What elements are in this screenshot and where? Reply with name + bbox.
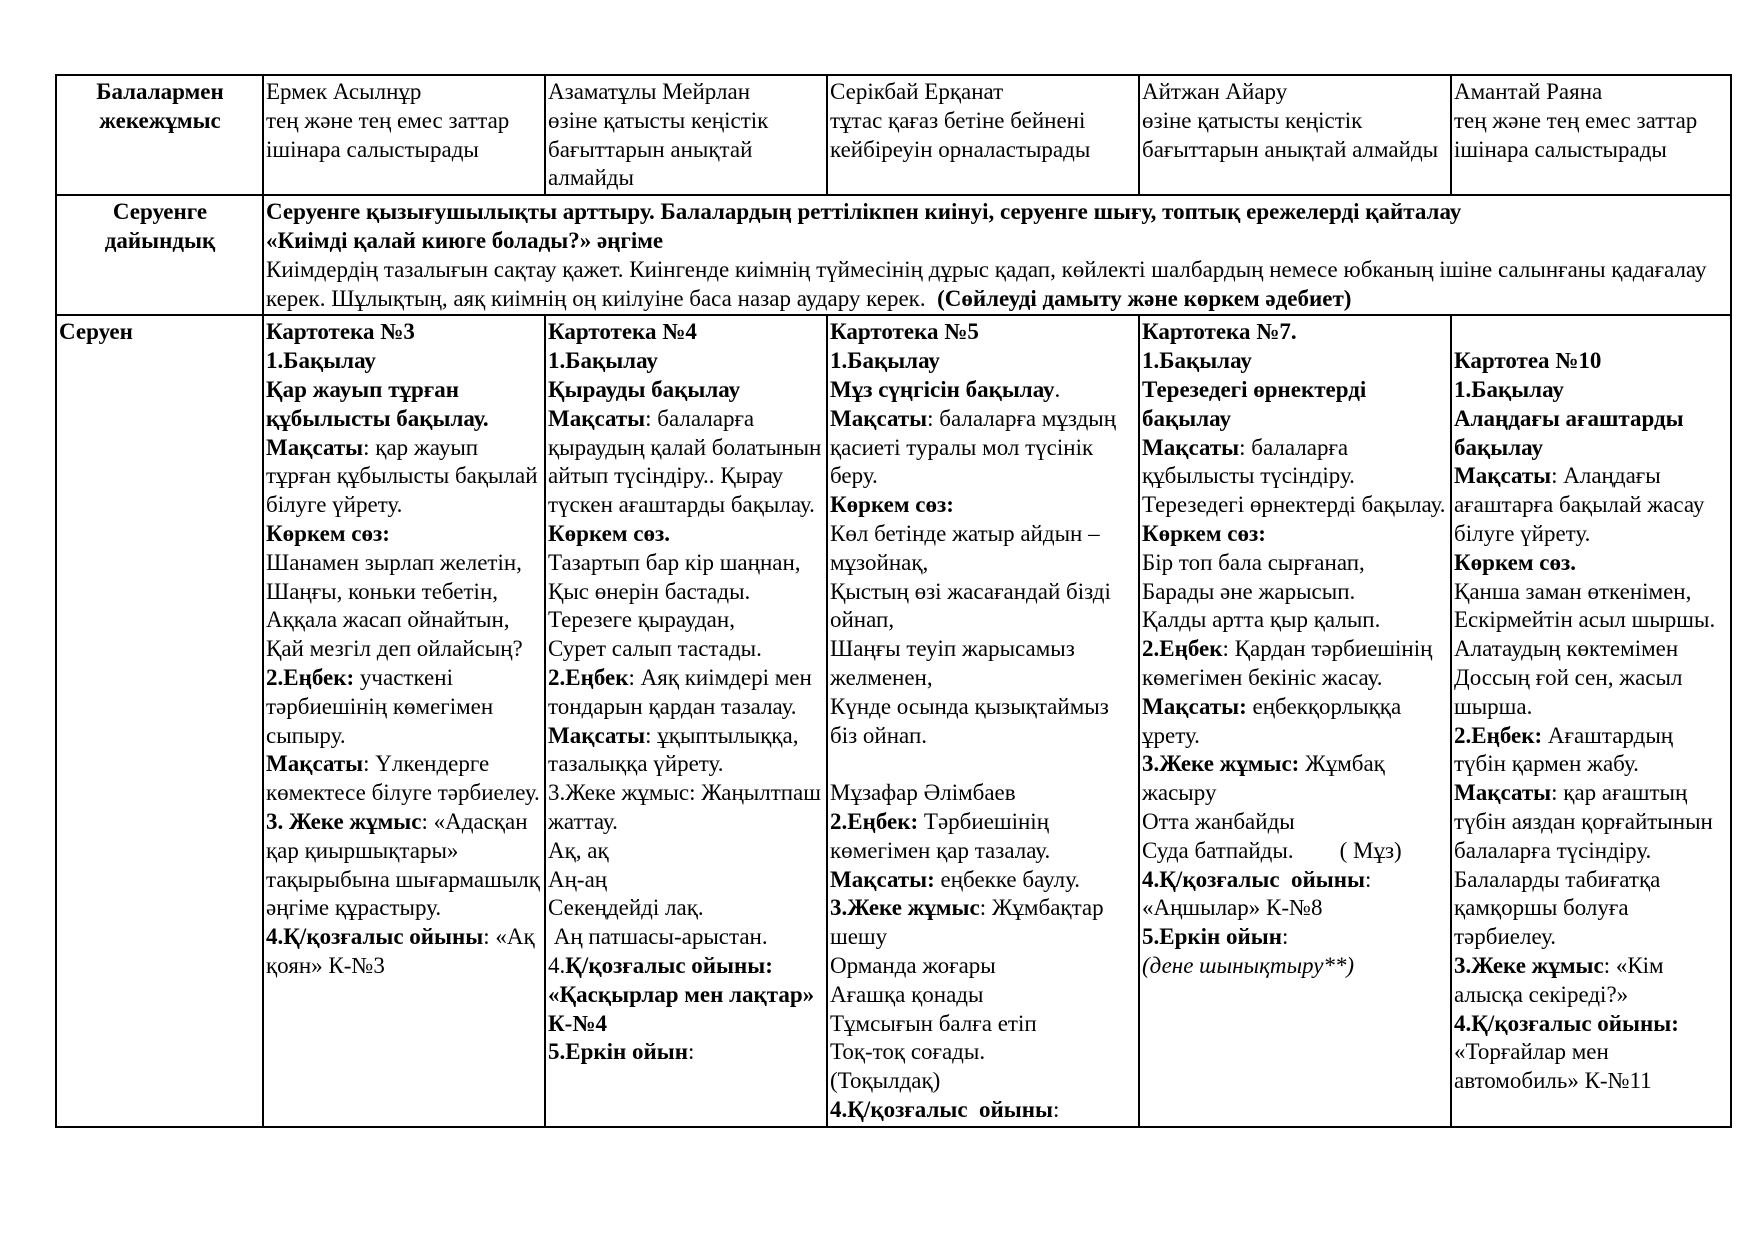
game-text: : [1364, 866, 1372, 892]
work-label: 2.Еңбек [1142, 636, 1223, 662]
tongue-twister-line: Аң-аң [548, 866, 608, 892]
child-name: Ермек Асылнұр [266, 79, 422, 104]
goal-text: : ұқыптылыққа, тазалыққа үйрету. [548, 722, 799, 777]
child-note: өзіне қатысты кеңістік бағыттарын анықтай алмайды [1142, 107, 1439, 162]
observation-title: Қырауды бақылау [548, 376, 741, 402]
game-name: «Аңшылар» К-№8 [1142, 895, 1323, 921]
work-label: 2.Еңбек [548, 664, 629, 690]
poem-line: Қыс өнерін бастады. [548, 578, 751, 604]
individual-work-label: 3.Жеке жұмыс [1454, 952, 1604, 978]
goal-label: Мақсаты: [830, 866, 935, 892]
poem-label: Көркем сөз. [1454, 549, 1576, 575]
observation-heading: 1.Бақылау [1142, 348, 1252, 374]
row-walk-preparation [56, 195, 1731, 315]
riddle-line: Ағашқа қонады [830, 981, 984, 1007]
goal-text: : қар жауып тұрған құбылысты бақылай білуге үйрету. [266, 434, 538, 518]
area-label: (Сөйлеуді дамыту және көркем әдебиет) [937, 285, 1352, 311]
label-line: жекежұмыс [99, 107, 221, 133]
poem-line: Қай мезгіл деп ойлайсың? [266, 636, 523, 662]
poem-line: Қалды артта қыр қалып. [1142, 607, 1381, 633]
riddle-line: Суда батпайды. ( Мұз) [1142, 837, 1402, 863]
walk-card-4 [545, 315, 827, 1126]
label-line: Серуенге [112, 199, 208, 225]
poem-line: Қанша заман өткенімен, [1454, 578, 1692, 604]
riddle-line: Тұмсығын балға етіп [830, 1010, 1037, 1036]
goal-text: : қар ағаштың түбін аяздан қорғайтынын балаларға түсіндіру. Балаларды табиғатқа қамқоршы болуға тәрбиелеу. [1454, 780, 1713, 950]
work-text: : Аяқ киімдері мен тондарын қардан тазалау. [548, 664, 812, 719]
goal-text: : Үлкендерге көмектесе білуге тәрбиелеу. [266, 751, 540, 806]
free-play-text: : [688, 1039, 695, 1065]
game-prefix: 4. [548, 952, 566, 978]
poem-label: Көркем сөз: [1142, 520, 1266, 546]
game-label: 4.Қ/қозғалыс ойыны: [1454, 1010, 1679, 1036]
poem-line: Қыстың өзі жасағандай бізді ойнап, [830, 578, 1111, 633]
tongue-twister-line: Секеңдейді лақ. [548, 895, 704, 921]
row-individual-work [56, 75, 1731, 195]
goal-text: : Алаңдағы ағаштарға бақылай жасау білуге үйрету. [1454, 463, 1705, 546]
individual-work-text: : Жұмбақтар шешу [830, 895, 1104, 950]
goal-text: : балаларға құбылысты түсіндіру. Терезедегі өрнектерді бақылау. [1142, 434, 1446, 518]
preparation-talk: «Киімді қалай киюге болады?» әңгіме [266, 227, 664, 253]
child-note: өзіне қатысты кеңістік бағыттарын анықтай алмайды [548, 107, 769, 191]
observation-title: Мұз сүңгісін бақылау [830, 376, 1055, 402]
poem-line: Шаңғы теуіп жарысамыз желменен, [830, 636, 1075, 690]
work-text: : Қардан тәрбиешінің көмегімен бекініс жасау. [1142, 636, 1433, 690]
walk-card-3 [263, 315, 545, 1126]
game-text: : «Ақ қоян» К-№3 [266, 924, 535, 978]
goal-label: Мақсаты [548, 722, 646, 748]
game-label: 4.Қ/қозғалыс ойыны [266, 924, 484, 950]
poem-line: Алатаудың көктемімен [1454, 636, 1679, 662]
poem-line: Ескірмейтін асыл шыршы. [1454, 607, 1716, 633]
poem-label: Көркем сөз. [548, 520, 670, 546]
child-cell [1139, 75, 1451, 195]
work-text: Ағаштардың түбін қармен жабу. [1454, 722, 1674, 777]
riddle-line: Орманда жоғары [830, 952, 996, 978]
goal-label: Мақсаты [266, 434, 364, 460]
individual-work-label: 3.Жеке жұмыс [830, 895, 980, 921]
spacer [830, 750, 1137, 779]
observation-heading: 1.Бақылау [830, 348, 940, 374]
game-label: 4.Қ/қозғалыс ойыны [830, 1096, 1053, 1122]
preparation-content [263, 195, 1731, 315]
work-text: Тәрбиешінің көмегімен қар тазалау. [830, 808, 1051, 863]
child-cell [827, 75, 1139, 195]
goal-label: Мақсаты [830, 405, 928, 431]
poem-line: Доссың ғой сен, жасыл шырша. [1454, 664, 1683, 719]
game-text: «Торғайлар мен автомобиль» К-№11 [1454, 1039, 1652, 1094]
plan-table [55, 74, 1732, 1128]
goal-label: Мақсаты [1454, 463, 1552, 489]
individual-work-text: : «Адасқан қар қиыршықтары» тақырыбына шығармашылқ әңгіме құрастыру. [266, 808, 540, 921]
observation-title: Терезедегі өрнектерді бақылау [1142, 376, 1367, 431]
row-label-walk [56, 315, 263, 1126]
poem-line: Терезеге қыраудан, [548, 607, 735, 633]
observation-tail: . [1054, 376, 1061, 402]
game-label: Қ/қозғалыс ойыны: «Қасқырлар мен лақтар» К-№4 [548, 952, 815, 1036]
poem-line: Аққала жасап ойнайтын, [266, 607, 510, 633]
tongue-twister-line: Ақ, ақ [548, 837, 609, 863]
work-label: 2.Еңбек: [830, 808, 919, 834]
label-line: Серуен [59, 319, 133, 345]
observation-heading: 1.Бақылау [1454, 376, 1564, 402]
work-label: 2.Еңбек: [266, 664, 355, 690]
poem-author: Мұзафар Әлімбаев [830, 780, 1016, 806]
poem-line: Шаңғы, коньки тебетін, [266, 578, 499, 604]
individual-work-label: 3.Жеке жұмыс: [1142, 751, 1300, 777]
label-line: дайындық [104, 227, 216, 253]
child-name: Айтжан Айару [1142, 79, 1288, 104]
goal-text: еңбекке баулу. [934, 866, 1081, 892]
poem-label: Көркем сөз: [830, 492, 954, 518]
child-name: Серікбай Ерқанат [830, 79, 1004, 104]
goal-text: : балаларға мұздың қасиеті туралы мол түсінік беру. [830, 405, 1117, 489]
riddle-line: Тоқ-тоқ соғады. [830, 1039, 986, 1065]
poem-line: Күнде осында қызықтаймыз біз ойнап. [830, 693, 1109, 748]
card-title: Картотеа №10 [1454, 348, 1602, 374]
poem-line: Көл бетінде жатыр айдын – мұзойнақ, [830, 520, 1100, 575]
goal-label: Мақсаты [266, 751, 364, 777]
free-play-label: 5.Еркін ойын [1142, 924, 1282, 950]
label-line: Балалармен [96, 79, 224, 104]
walk-card-7 [1139, 315, 1451, 1126]
card-title: Картотека №3 [266, 319, 415, 345]
goal-label: Мақсаты [1142, 434, 1240, 460]
row-label-individual [56, 75, 263, 195]
row-walk [56, 315, 1731, 1126]
observation-heading: 1.Бақылау [548, 348, 658, 374]
card-title: Картотека №4 [548, 319, 697, 345]
individual-work-text: : «Кім алысқа секіреді?» [1454, 952, 1664, 1007]
riddle-line: Отта жанбайды [1142, 808, 1295, 834]
walk-card-5 [827, 315, 1139, 1126]
game-label: 4.Қ/қозғалыс ойыны [1142, 866, 1365, 892]
riddle-answer: (Тоқылдақ) [830, 1068, 941, 1094]
walk-card-10 [1451, 315, 1731, 1126]
individual-work-text: 3.Жеке жұмыс: Жаңылтпаш жаттау. [548, 780, 821, 834]
child-name: Амантай Раяна [1454, 79, 1603, 104]
work-text: участкені тәрбиешінің көмегімен сыпыру. [266, 664, 494, 748]
observation-title: Алаңдағы ағаштарды бақылау [1454, 405, 1684, 460]
poem-label: Көркем сөз: [266, 520, 390, 546]
child-note: тең және тең емес заттар ішінара салыстырады [266, 107, 510, 162]
poem-line: Тазартып бар кір шаңнан, [548, 549, 801, 575]
tongue-twister-line: Аң патшасы-арыстан. [548, 924, 768, 950]
child-note: тұтас қағаз бетіне бейнені кейбіреуін орналастырады [830, 107, 1091, 162]
area-note: (дене шынықтыру**) [1142, 952, 1355, 978]
card-title: Картотека №5 [830, 319, 979, 345]
work-label: 2.Еңбек: [1454, 722, 1543, 748]
spacer [1454, 318, 1729, 347]
poem-line: Бір топ бала сырғанап, [1142, 549, 1365, 575]
poem-line: Барады әне жарысып. [1142, 578, 1356, 604]
preparation-heading: Серуенге қызығушылықты арттыру. Балалардың реттілікпен киінуі, серуенге шығу, топтық ережелерді қайталау [266, 199, 1462, 225]
child-cell [263, 75, 545, 195]
poem-line: Шанамен зырлап желетін, [266, 549, 522, 575]
individual-work-text: Жұмбақ жасыру [1142, 751, 1385, 806]
child-cell [545, 75, 827, 195]
observation-title: Қар жауып тұрған құбылысты бақылау. [266, 376, 489, 431]
child-note: тең және тең емес заттар ішінара салыстырады [1454, 107, 1698, 162]
poem-line: Сурет салып тастады. [548, 636, 762, 662]
row-label-preparation [56, 195, 263, 315]
free-play-label: 5.Еркін ойын [548, 1039, 688, 1065]
child-cell [1451, 75, 1731, 195]
goal-label: Мақсаты [1454, 780, 1552, 806]
goal-text: еңбекқорлыққа ұрету. [1142, 693, 1402, 748]
child-name: Азаматұлы Мейрлан [548, 79, 751, 104]
preparation-area [931, 286, 1351, 311]
free-play-text: : [1282, 924, 1289, 950]
observation-heading: 1.Бақылау [266, 348, 376, 374]
goal-label: Мақсаты [548, 405, 646, 431]
card-title: Картотека №7. [1142, 319, 1297, 345]
preparation-text: Киімдердің тазалығын сақтау қажет. Киінгенде киімнің түймесінің дұрыс қадап, көйлекті шалбардың немесе юбканың ішіне салынғаны қадағалау керек. Шұлықтың, аяқ киімнің оң киілуіне баса назар аудару керек. [266, 256, 1707, 311]
goal-label: Мақсаты: [1142, 693, 1247, 719]
individual-work-label: 3. Жеке жұмыс [266, 808, 422, 834]
game-text: : [1052, 1096, 1060, 1122]
goal-text: : балаларға қыраудың қалай болатынын айтып түсіндіру.. Қырау түскен ағаштарды бақылау. [548, 405, 822, 518]
